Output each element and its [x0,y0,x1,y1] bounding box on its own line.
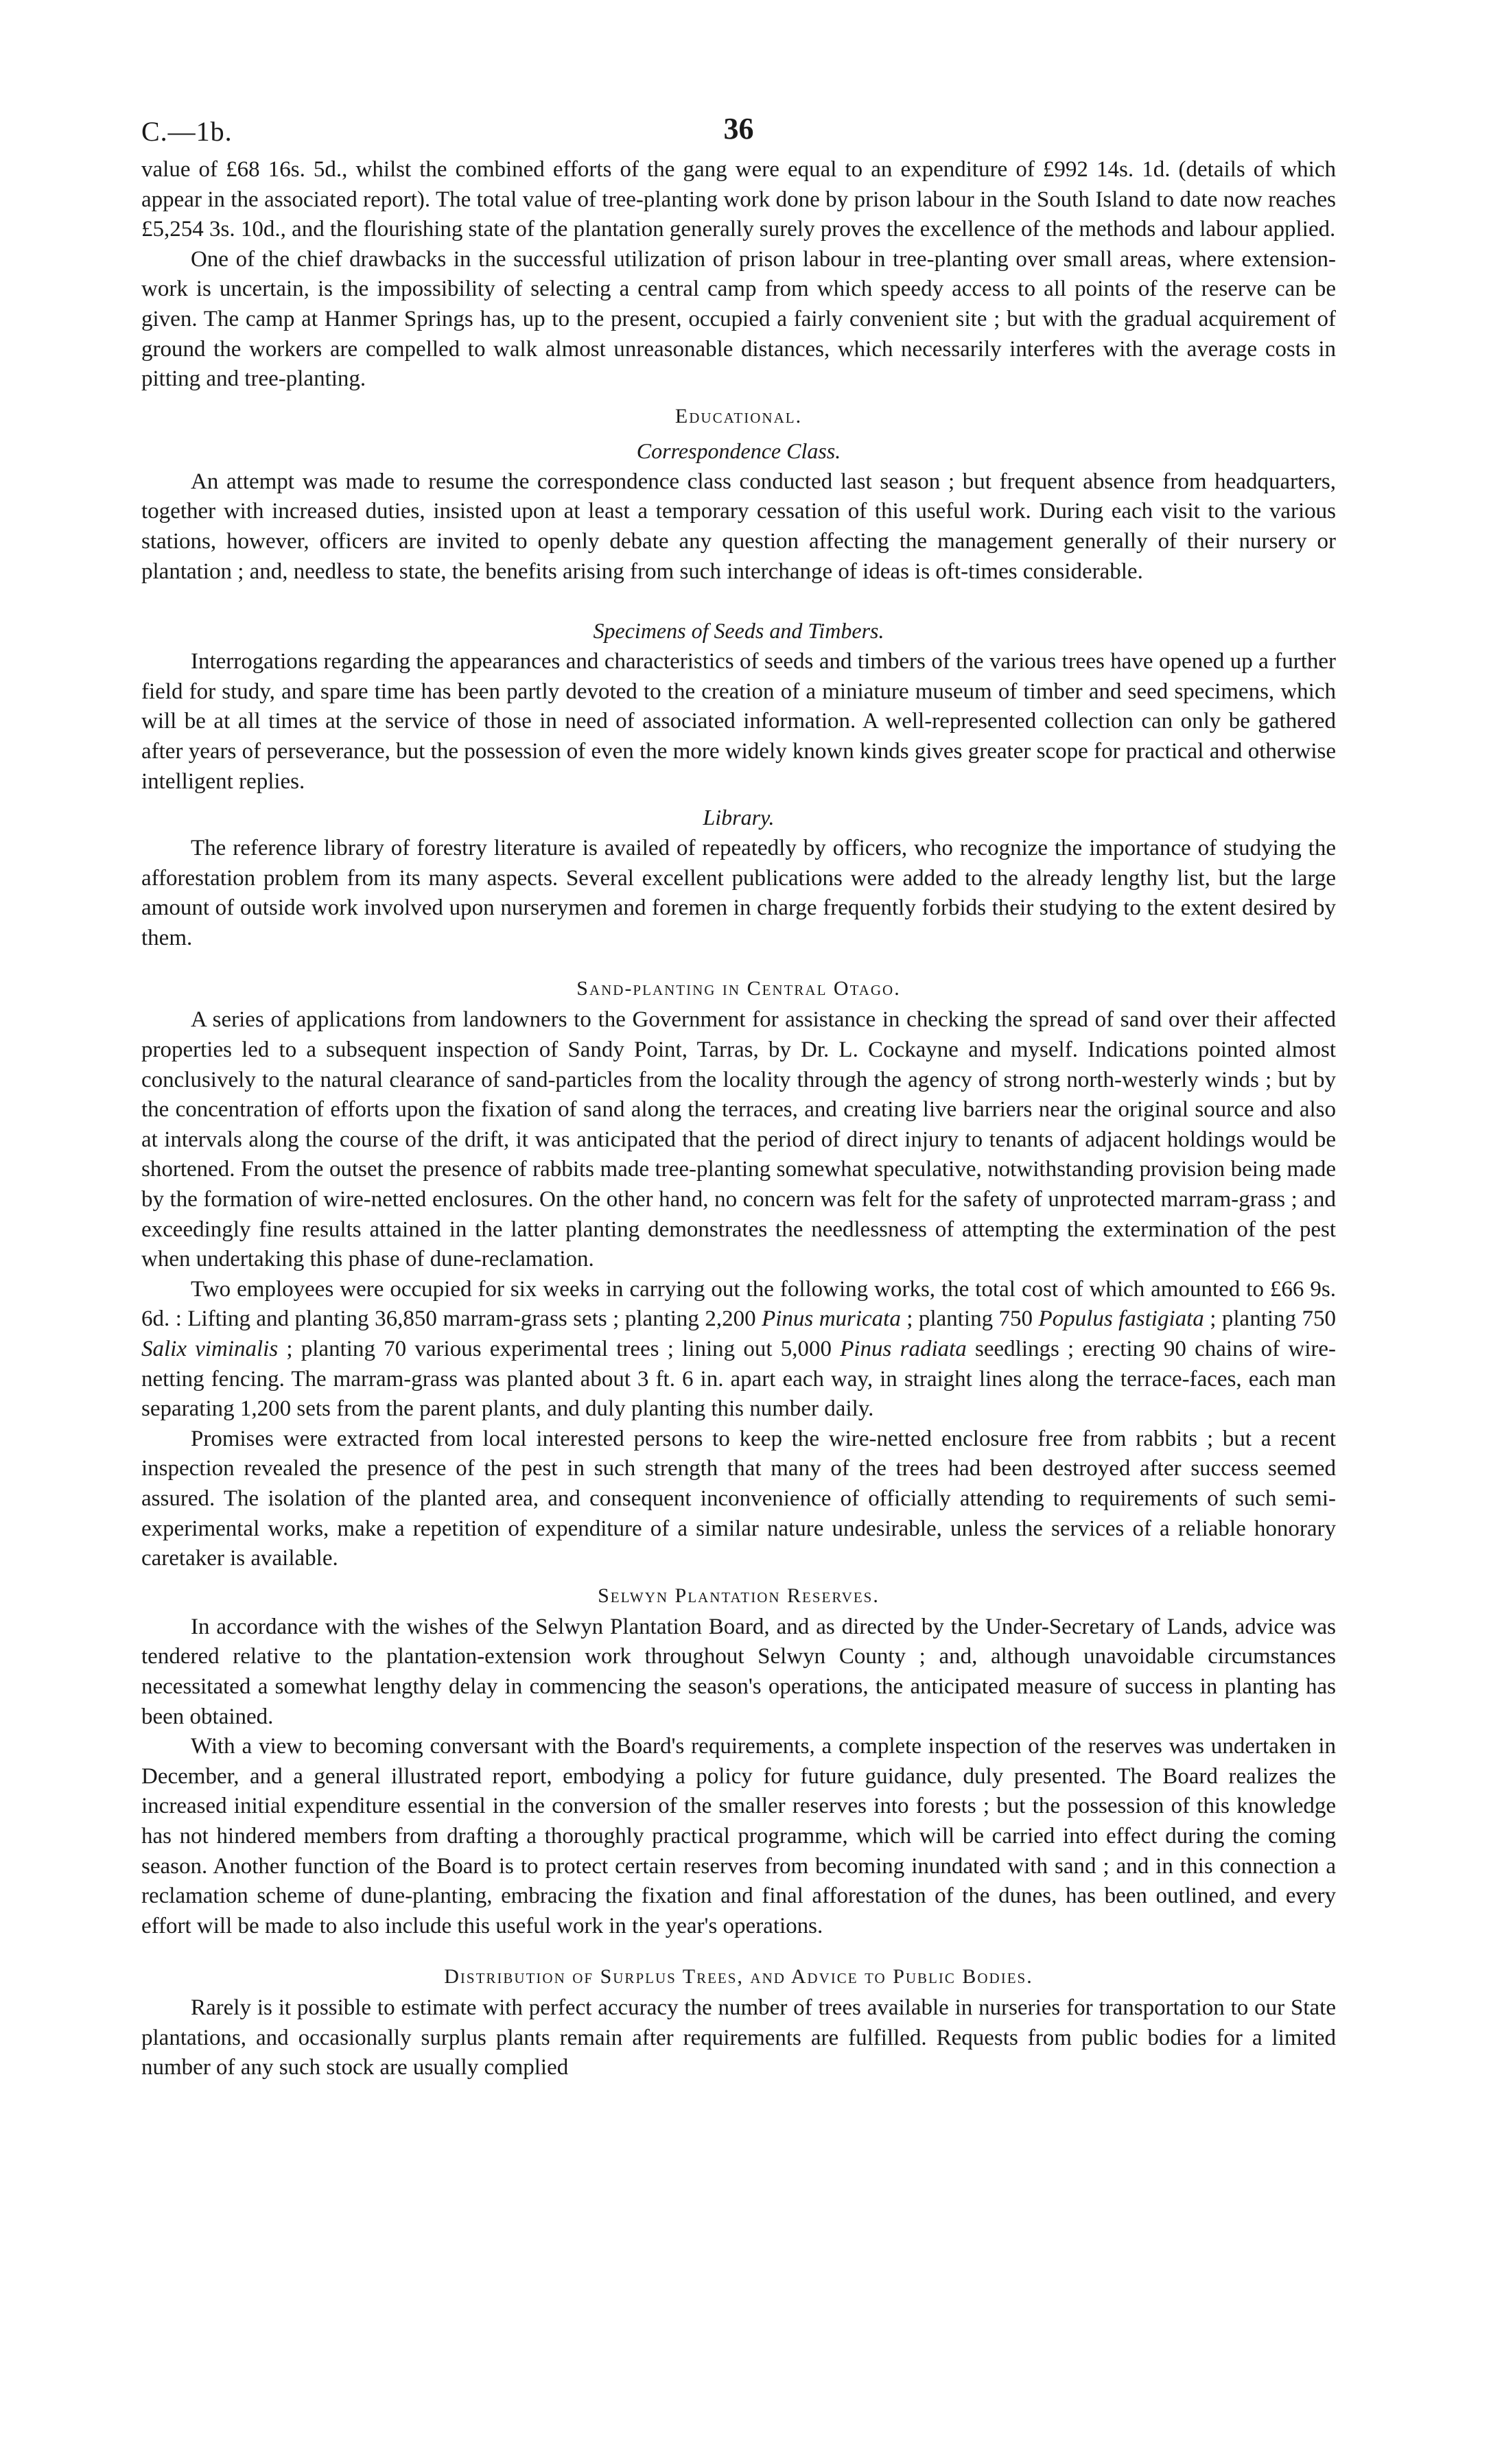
paragraph-prison-labour-value: value of £68 16s. 5d., whilst the combined efforts of the gang were equal to an expenditure of £992 14s. 1d. (details of which appear in the associated report). The total value of tree-planting work done by prison labour in the South Island to date now reaches £5,254 3s. 10d., and the flourishing state of the plantation generally surely proves the excellence of the methods and labour applied. [141,157,1336,242]
section-heading-selwyn: Selwyn Plantation Reserves. [598,1584,880,1607]
subheading-correspondence-class: Correspondence Class. [636,438,841,463]
paragraph-sand-inspection: A series of applications from landowners to the Government for assistance in checking the spread of sand over their affected properties led to a subsequent inspection of Sandy Point, Tarras, by Dr. L. Cockayne and myself. Indications pointed almost conclusively to the natural clearance of sand-particles from the locality through the agency of strong north-westerly winds ; but by the concentration of efforts upon the fixation of sand along the terraces, and creating live barriers near the original source and also at intervals along the course of the drift, it was anticipated that the period of direct injury to tenants of adjacent holdings would be shortened. From the outset the presence of rabbits made tree-planting somewhat speculative, notwithstanding provision being made by the formation of wire-netted enclosures. On the other hand, no concern was felt for the safety of unprotected marram-grass ; and exceedingly fine results attained in the latter planting demonstrates the needlessness of attempting the extermination of the pest when undertaking this phase of dune-reclamation. [141,1007,1336,1272]
paragraph-specimens: Interrogations regarding the appearances and characteristics of seeds and timbers of the various trees have opened up a further field for study, and spare time has been partly devoted to the creation of a miniature museum of timber and seed specimens, which will be at all times at the service of those in need of associated information. A well-represented collection can only be gathered after years of perseverance, but the possession of even the more widely known kinds gives greater scope for practical and otherwise intelligent replies. [141,649,1336,794]
page-number: 36 [723,112,754,145]
section-heading-sand-planting: Sand-planting in Central Otago. [576,977,901,1000]
section-heading-distribution: Distribution of Surplus Trees, and Advice to Public Bodies. [444,1965,1033,1988]
paragraph-sand-works: Two employees were occupied for six weeks in carrying out the following works, the total cost of which amounted to £66 9s. 6d. : Lifting and planting 36,850 marram-grass sets ; planting 2,200 Pinus muricata ; planting 750 Populus fastigiata ; planting 750 Salix viminalis ; planting 70 various experimental trees ; lining out 5,000 Pinus radiata seedlings ; erecting 90 chains of wire-netting fencing. The marram-grass was planted about 3 ft. 6 in. apart each way, in straight lines along the terrace-faces, each man separating 1,200 sets from the parent plants, and duly planting this number daily. [141,1276,1336,1422]
subheading-library: Library. [703,805,775,830]
subheading-specimens: Specimens of Seeds and Timbers. [593,618,884,644]
paragraph-correspondence-class: An attempt was made to resume the correspondence class conducted last season ; but frequent absence from headquarters, together with increased duties, insisted upon at least a temporary cessation of this useful work. During each visit to the various stations, however, officers are invited to openly debate any question affecting the management generally of their nursery or plantation ; and, needless to state, the benefits arising from such interchange of ideas is oft-times considerable. [141,469,1336,584]
paragraph-selwyn-advice: In accordance with the wishes of the Selwyn Plantation Board, and as directed by the Under-Secretary of Lands, advice was tendered relative to the plantation-extension work throughout Selwyn County ; and, although unavoidable circumstances necessitated a somewhat lengthy delay in commencing the season's operations, the anticipated measure of success in planting has been obtained. [141,1614,1336,1729]
paragraph-selwyn-inspection: With a view to becoming conversant with the Board's requirements, a complete inspection of the reserves was undertaken in December, and a general illustrated report, embodying a policy for future guidance, duly presented. The Board realizes the increased initial expenditure essential in the conversion of the smaller reserves into forests ; but the possession of this knowledge has not hindered members from drafting a thoroughly practical programme, which will be carried into effect during the coming season. Another function of the Board is to protect certain reserves from becoming inundated with sand ; and in this connection a reclamation scheme of dune-planting, embracing the fixation and final afforestation of the dunes, has been outlined, and every effort will be made to also include this useful work in the year's operations. [141,1734,1336,1938]
paragraph-distribution: Rarely is it possible to estimate with perfect accuracy the number of trees available in nurseries for transportation to our State plantations, and occasionally surplus plants remain after requirements are fulfilled. Requests from public bodies for a limited number of any such stock are usually complied [141,1995,1336,2080]
paragraph-library: The reference library of forestry literature is availed of repeatedly by officers, who recognize the importance of studying the afforestation problem from its many aspects. Several excellent publications were added to the already lengthy list, but the large amount of outside work involved upon nurserymen and foremen in charge frequently forbids their studying to the extent desired by them. [141,836,1336,950]
paragraph-sand-rabbits: Promises were extracted from local interested persons to keep the wire-netted enclosure free from rabbits ; but a recent inspection revealed the presence of the pest in such strength that many of the trees had been destroyed after success seemed assured. The isolation of the planted area, and consequent inconvenience of officially attending to requirements of such semi-experimental works, make a repetition of expenditure of a similar nature undesirable, unless the services of a reliable honorary caretaker is available. [141,1426,1336,1571]
paragraph-prison-labour-drawbacks: One of the chief drawbacks in the successful utilization of prison labour in tree-planting over small areas, where extension-work is uncertain, is the impossibility of selecting a central camp from which speedy access to all points of the reserve can be given. The camp at Hanmer Springs has, up to the present, occupied a fairly convenient site ; but with the gradual acquirement of ground the workers are compelled to walk almost unreasonable distances, which necessarily interferes with the average costs in pitting and tree-planting. [141,246,1336,392]
section-heading-educational: Educational. [674,404,803,427]
page-header [141,103,1336,151]
document-reference: C.—1b. [141,116,233,147]
